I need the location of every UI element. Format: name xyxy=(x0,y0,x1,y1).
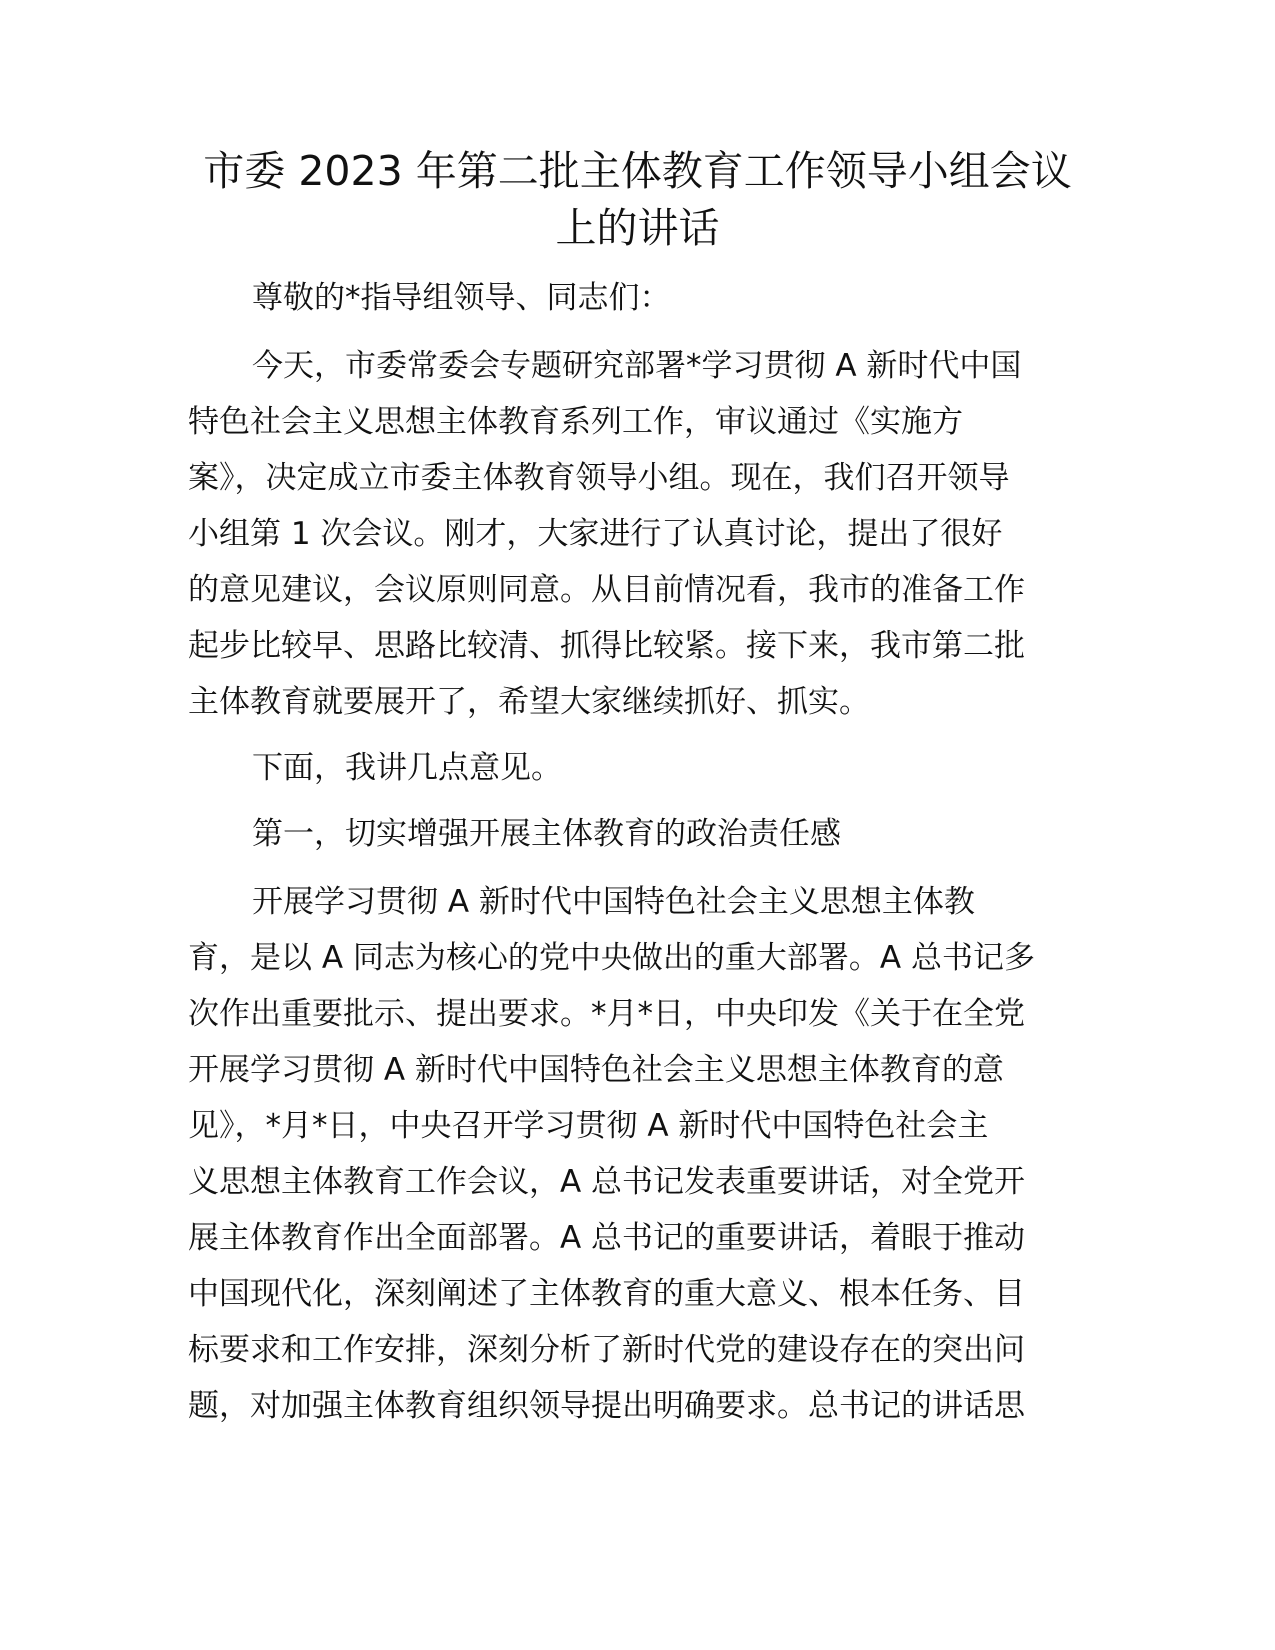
salutation: 尊敬的*指导组领导、同志们： xyxy=(252,280,671,316)
document-title xyxy=(150,143,1125,257)
body-line: 案》，决定成立市委主体教育领导小组。现在，我们召开领导 xyxy=(188,460,1010,496)
body-line: 中国现代化，深刻阐述了主体教育的重大意义、根本任务、目 xyxy=(188,1276,1025,1312)
body-line: 题，对加强主体教育组织领导提出明确要求。总书记的讲话思 xyxy=(188,1388,1025,1424)
body-line: 开展学习贯彻 A 新时代中国特色社会主义思想主体教育的意 xyxy=(188,1052,1004,1088)
body-line: 起步比较早、思路比较清、抓得比较紧。接下来，我市第二批 xyxy=(188,628,1025,664)
body-line: 次作出重要批示、提出要求。*月*日，中央印发《关于在全党 xyxy=(188,996,1025,1032)
body-line: 见》，*月*日，中央召开学习贯彻 A 新时代中国特色社会主 xyxy=(188,1108,989,1144)
body-line: 义思想主体教育工作会议，A 总书记发表重要讲话，对全党开 xyxy=(188,1164,1026,1200)
section-heading: 第一，切实增强开展主体教育的政治责任感 xyxy=(252,816,841,852)
body-line: 的意见建议，会议原则同意。从目前情况看，我市的准备工作 xyxy=(188,572,1025,608)
body-line: 今天，市委常委会专题研究部署*学习贯彻 A 新时代中国 xyxy=(252,348,1022,384)
body-line: 主体教育就要展开了，希望大家继续抓好、抓实。 xyxy=(188,684,870,720)
body-line: 小组第 1 次会议。刚才，大家进行了认真讨论，提出了很好 xyxy=(188,516,1003,552)
title-line-1: 市委 2023 年第二批主体教育工作领导小组会议 xyxy=(203,147,1072,195)
body-line: 开展学习贯彻 A 新时代中国特色社会主义思想主体教 xyxy=(252,884,975,920)
body-line: 特色社会主义思想主体教育系列工作，审议通过《实施方 xyxy=(188,404,963,440)
body-line: 标要求和工作安排，深刻分析了新时代党的建设存在的突出问 xyxy=(188,1332,1025,1368)
title-line-2: 上的讲话 xyxy=(555,204,720,252)
body-line: 下面，我讲几点意见。 xyxy=(252,750,562,786)
body-line: 展主体教育作出全面部署。A 总书记的重要讲话，着眼于推动 xyxy=(188,1220,1026,1256)
body-line: 育，是以 A 同志为核心的党中央做出的重大部署。A 总书记多 xyxy=(188,940,1035,976)
